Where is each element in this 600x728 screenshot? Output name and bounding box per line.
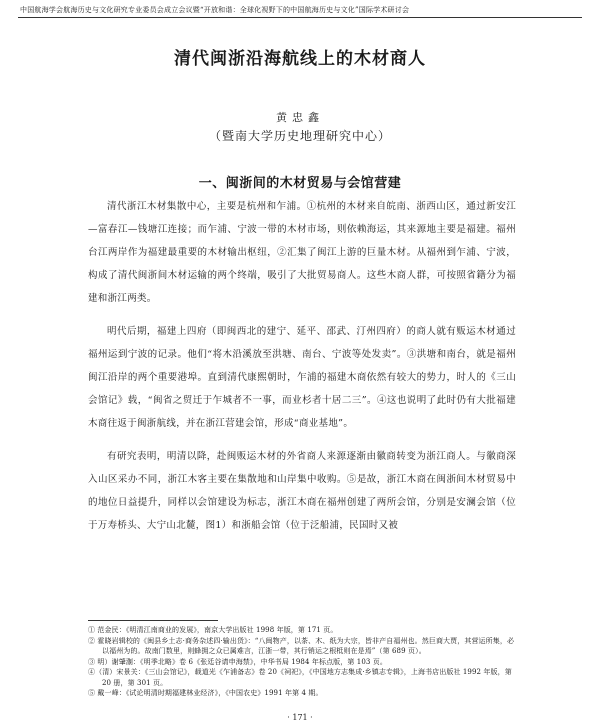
header-rule xyxy=(18,17,582,18)
footnote: ③ 明）谢肇淛：《明季北略》卷 6《张廷谷请申海禁》，中华书局 1984 年标点版，第 103 页。 xyxy=(88,657,387,666)
author-name: 黄忠鑫 xyxy=(276,111,324,124)
author-affiliation: （暨南大学历史地理研究中心） xyxy=(208,129,391,143)
page-number: · 171 · xyxy=(287,713,313,722)
paragraph: 明代后期，福建上四府（即闽西北的建宁、延平、邵武、汀州四府）的商人就有贩运木材通过福州运到宁波的记录。他们“将木沿溪放至洪塘、南台、宁波等处发卖”。③洪塘和南台，就是福州闽江沿岸的两个重要港埠。直到清代康熙朝时，乍浦的福建木商依然有较大的势力，时人的《三山会馆记》载，“闽省之贸迁于乍城者不一事，而业杉者十居二三”。④这也说明了此时仍有大批福建木商往返于闽浙航线，并在浙江营建会馆，形成“商业基地”。 xyxy=(88,326,516,429)
footnotes xyxy=(88,625,516,699)
running-head: 中国航海学会航海历史与文化研究专业委员会成立会议暨“开放和谐：全球化视野下的中国航海历史与文化”国际学术研讨会 xyxy=(20,6,410,14)
paragraph: 有研究表明，明清以降，赴闽贩运木材的外省商人来源逐渐由徽商转变为浙江商人。与徽商深入山区采办不同，浙江木客主要在集散地和山岸集中收购。⑤是故，浙江木商在闽浙间木材贸易中的地位日益提升，同样以会馆建设为标志，浙江木商在福州创建了两所会馆，分别是安澜会馆（位于万寿桥头、大宁山北麓，图1）和浙船会馆（位于泛船浦，民国时又被 xyxy=(88,451,516,531)
footnote: ① 范金民：《明清江南商业的发展》，南京大学出版社 1998 年版，第 171 页。 xyxy=(88,626,338,634)
footnote-rule xyxy=(88,620,218,621)
paragraph: 清代浙江木材集散中心，主要是杭州和乍浦。①杭州的木材来自皖南、浙西山区，通过新安江—富春江—钱塘江连接；而乍浦、宁波一带的木材市场，则依赖海运，其来源地主要是福建。福州台江两岸作为福建最重要的木材输出枢纽，②汇集了闽江上游的巨量木材。从福州到乍浦、宁波，构成了清代闽浙间木材运输的两个终端，吸引了大批贸易商人。这些木商人群，可按照省籍分为福建和浙江两类。 xyxy=(88,201,516,304)
footnote: ② 霍晓岩辑校的《闽县乡土志·商务杂述四·输出货》：“八闽物产，以茶、木、纸为大宗，皆非产自福州也。然巨商大贾，其营运所集，必以福州为的。故南门数里，则蜂拥之众已属难言，江浙一带，其行销运之根柢则在是焉”（第 689 页）。 xyxy=(88,636,515,655)
section-heading: 一、闽浙间的木材贸易与会馆营建 xyxy=(198,176,402,191)
footnote: ④（清）宋景关：《三山会馆记》，载道光《乍浦备志》卷 20《祠祀》，《中国地方志集成·乡镇志专辑》，上海书店出版社 1992 年版，第 20 册，第 301 页。 xyxy=(88,668,512,687)
paper-title: 清代闽浙沿海航线上的木材商人 xyxy=(174,49,426,69)
footnote: ⑤ 戴一峰：《试论明清时期福建林业经济》，《中国农史》1991 年第 4 期。 xyxy=(88,689,323,697)
body-text xyxy=(88,195,516,547)
